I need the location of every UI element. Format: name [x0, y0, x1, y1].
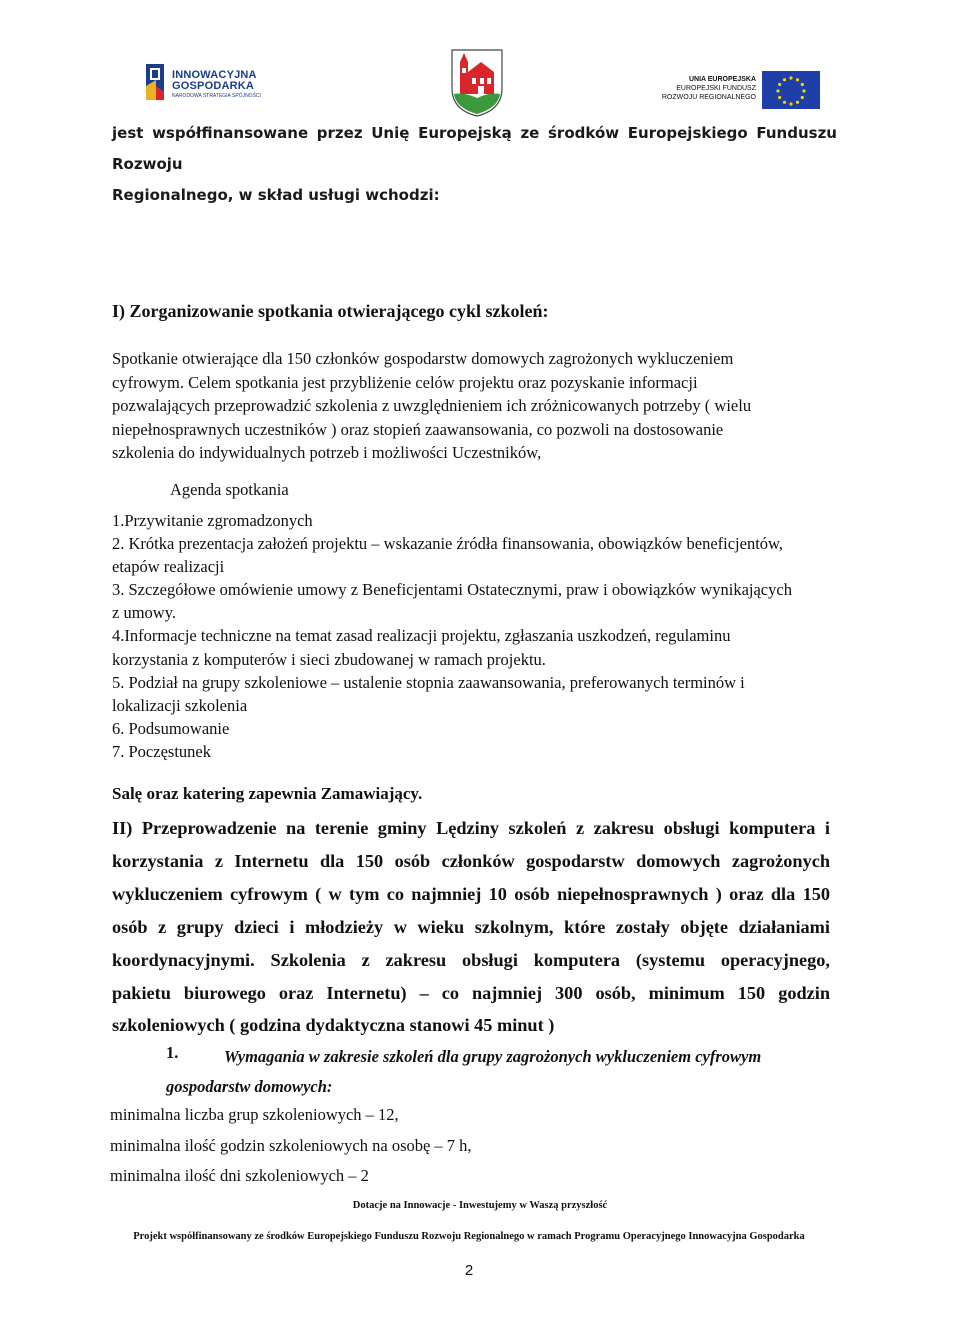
requirement-item: minimalna ilość godzin szkoleniowych na osobę – 7 h, — [110, 1135, 472, 1155]
requirement-item: minimalna ilość dni szkoleniowych – 2 — [110, 1166, 369, 1185]
section2-line: wykluczeniem cyfrowym ( w tym co najmniej 10 osób niepełnosprawnych ) oraz dla 150 — [112, 883, 830, 904]
requirements-heading — [166, 1042, 806, 1102]
agenda-line: 5. Podział na grupy szkoleniowe – ustalenie stopnia zaawansowania, preferowanych terminów i — [112, 672, 745, 692]
requirements-heading-text: Wymagania w zakresie szkoleń dla grupy zagrożonych wykluczeniem cyfrowym gospodarstw domowych: — [166, 1047, 762, 1096]
agenda-heading: Agenda spotkania — [170, 480, 289, 499]
section2-line: koordynacyjnymi. Szkolenia z zakresu obsługi komputera (systemu operacyjnego, — [112, 949, 830, 970]
agenda-line: korzystania z komputerów i sieci zbudowanej w ramach projektu. — [112, 649, 546, 669]
paragraph-line: pozwalających przeprowadzić szkolenia z uwzględnieniem ich zróżnicowanych potrzeby ( wielu — [112, 396, 752, 416]
ig-logo-icon — [144, 62, 166, 102]
intro-text — [112, 118, 837, 211]
page-number: 2 — [464, 1262, 474, 1279]
agenda-line: etapów realizacji — [112, 557, 225, 577]
section2-line: korzystania z Internetu dla 150 osób członków gospodarstw domowych zagrożonych — [112, 850, 830, 871]
municipal-crest-icon — [450, 48, 504, 118]
section2-heading — [112, 812, 830, 1042]
agenda-line: 6. Podsumowanie — [112, 718, 230, 738]
intro-line-1: jest współfinansowane przez Unię Europejską ze środków Europejskiego Funduszu Rozwoju — [112, 124, 837, 173]
eu-fund-logo — [640, 71, 820, 111]
paragraph-line: niepełnosprawnych uczestników ) oraz stopień zaawansowania, co pozwoli na dostosowanie — [112, 419, 724, 439]
ig-logo-line2: GOSPODARKA — [172, 80, 255, 92]
intro-line-2: Regionalnego, w skład usługi wchodzi: — [112, 186, 440, 204]
eu-flag-icon — [762, 71, 820, 109]
eu-logo-line2: EUROPEJSKI FUNDUSZ — [676, 85, 756, 92]
innowacyjna-gospodarka-logo — [144, 62, 274, 104]
agenda-line: lokalizacji szkolenia — [112, 695, 248, 715]
agenda-line: 7. Poczęstunek — [112, 741, 211, 761]
section2-line: szkoleniowych ( godzina dydaktyczna stanowi 45 minut ) — [112, 1015, 555, 1036]
agenda-line: 2. Krótka prezentacja założeń projektu – wskazanie źródła finansowania, obowiązków beneficjentów, — [112, 534, 784, 554]
ig-logo-line1: INNOWACYJNA — [172, 69, 257, 81]
paragraph-line: cyfrowym. Celem spotkania jest przybliżenie celów projektu oraz pozyskanie informacji — [112, 372, 698, 392]
section2-line: pakietu biurowego oraz Internetu) – co najmniej 300 osób, minimum 150 godzin — [112, 982, 830, 1003]
section2-line: II) Przeprowadzenie na terenie gminy Lędziny szkoleń z zakresu obsługi komputera i — [112, 818, 830, 838]
eu-logo-line3: ROZWOJU REGIONALNEGO — [661, 94, 756, 101]
requirements-list — [110, 1100, 472, 1192]
agenda-line: 4.Informacje techniczne na temat zasad realizacji projektu, zgłaszania uszkodzeń, regulaminu — [112, 626, 731, 646]
ig-logo-line3: NARODOWA STRATEGIA SPÓJNOŚCI — [172, 93, 261, 99]
footer-slogan: Dotacje na Innowacje - Inwestujemy w Waszą przyszłość — [352, 1200, 608, 1211]
section1-heading: I) Zorganizowanie spotkania otwierającego cykl szkoleń: — [112, 301, 549, 321]
agenda-line: z umowy. — [112, 603, 177, 623]
section2-line: osób z grupy dzieci i młodzieży w wieku szkolnym, które zostały objęte działaniami — [112, 916, 830, 937]
paragraph-line: Spotkanie otwierające dla 150 członków gospodarstw domowych zagrożonych wykluczeniem — [112, 349, 734, 368]
agenda-line: 3. Szczegółowe omówienie umowy z Beneficjentami Ostatecznymi, praw i obowiązków wynikających — [112, 580, 792, 600]
requirements-number: 1. — [166, 1043, 179, 1062]
agenda-list — [112, 509, 842, 763]
requirement-item: minimalna liczba grup szkoleniowych – 12, — [110, 1105, 399, 1124]
section1-paragraph — [112, 347, 812, 465]
footer-project-note: Projekt współfinansowany ze środków Europejskiego Funduszu Rozwoju Regionalnego w ramach Programu Operacyjnego Innowacyjna Gospodarka — [133, 1231, 805, 1242]
eu-logo-text — [662, 75, 756, 102]
paragraph-line: szkolenia do indywidualnych potrzeb i możliwości Uczestników, — [112, 443, 542, 463]
agenda-line: 1.Przywitanie zgromadzonych — [112, 511, 313, 530]
eu-logo-line1: UNIA EUROPEJSKA — [688, 76, 756, 83]
catering-note: Salę oraz katering zapewnia Zamawiający. — [112, 784, 423, 803]
